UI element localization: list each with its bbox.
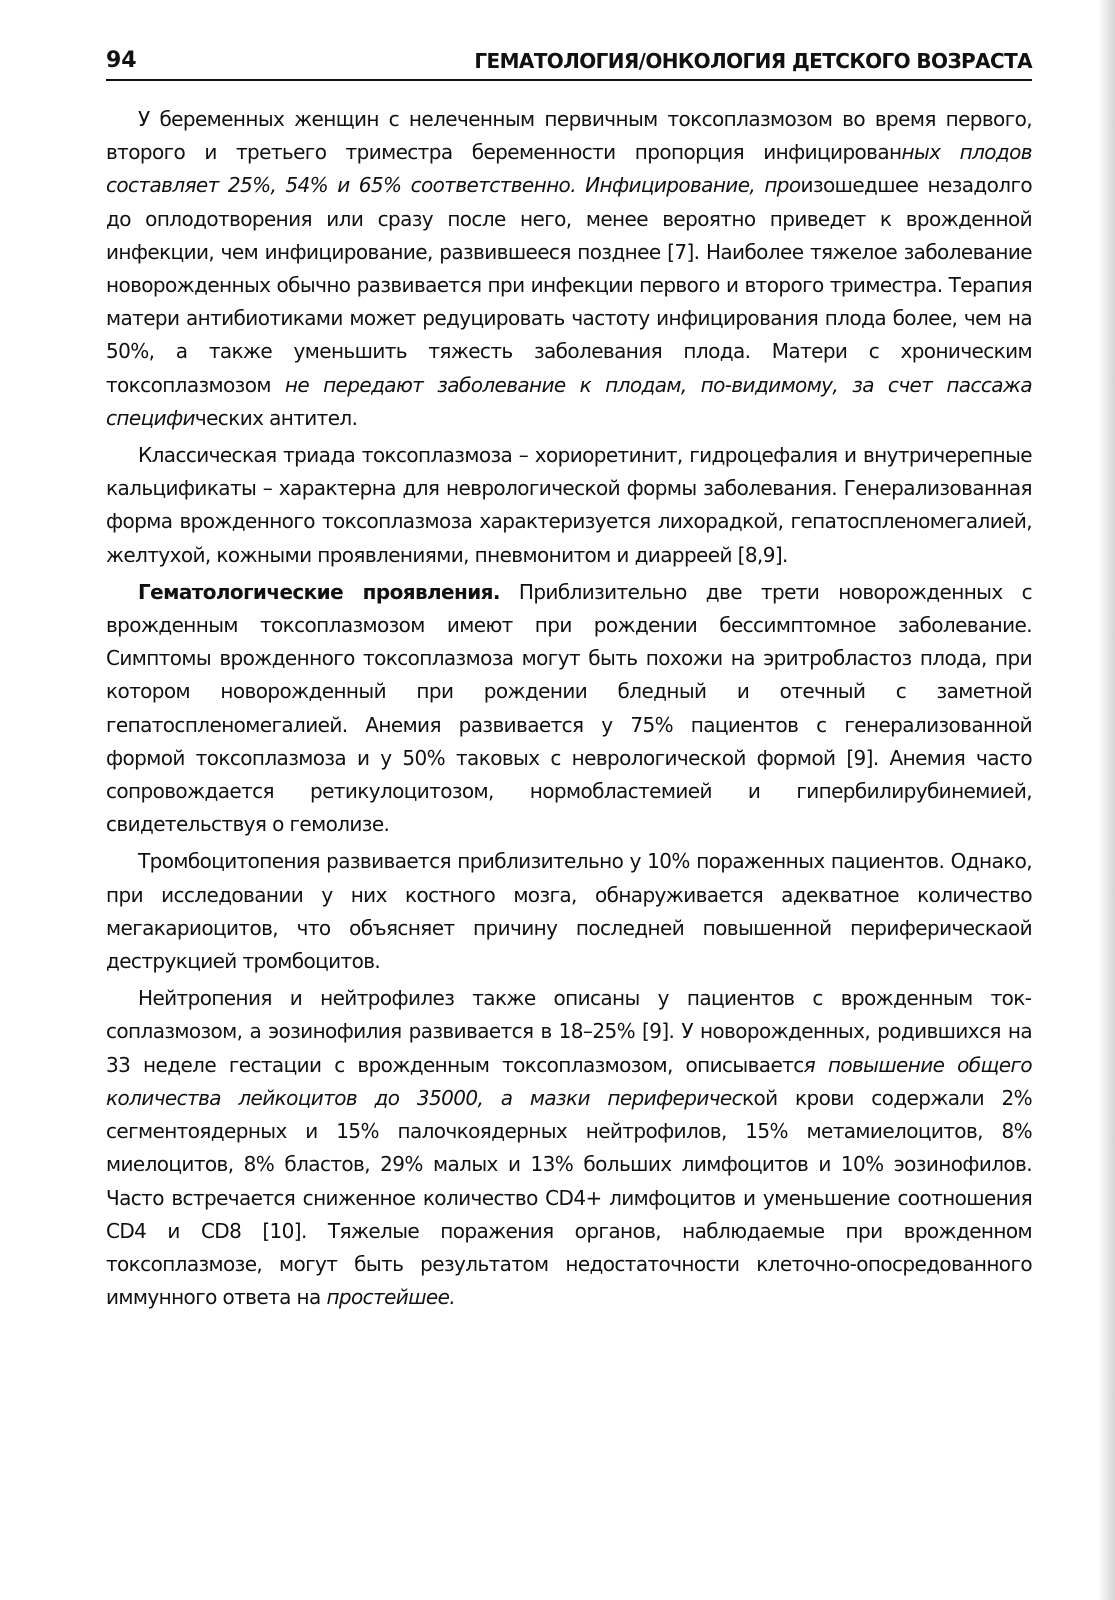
paragraph-5-italic-b: я повышение общего количества лейкоцитов до 35000, а мазки периферичес — [106, 1052, 1032, 1110]
paragraph-1-italic-d: не передают заболевание к плодам, по-видимому, за счет пассажа специфи — [106, 372, 1032, 430]
paragraph-1-italic-b: ных плодов составляет 25%, 54% и 65% соответственно. Инфицирование, про — [106, 140, 1032, 198]
paragraph-2: Классическая триада токсоплазмоза – хориоретинит, гидроцефалия и внутричерепные кальцификаты – характерна для неврологической формы заболевания. Генерализованная форма врожденного токсоплазмоза характеризуется лихорадкой, гепатоспленомегалией, желтухой, кожными проявлениями, пневмонитом и диарреей [8,9]. — [106, 443, 1032, 567]
paragraph-4: Тромбоцитопения развивается приблизительно у 10% пораженных пациентов. Однако, при исследовании у них костного мозга, обнаруживается адекватное количество мегакариоцитов, что объясняет причину последней повышенной периферическаой деструкцией тромбоцитов. — [106, 849, 1032, 974]
paragraph-5-part-c: кой крови содержали 2% сегментоядерных и 15% палочкоядерных нейтрофилов, 15% метамиелоцитов, 8% миелоцитов, 8% бластов, 29% малых и 13% больших лимфоцитов и 10% эозинофилов. Часто встречается сниженное количество CD4+ лимфоцитов и уменьшение соотношения CD4 и CD8 [10]. Тяжелые поражения органов, наблюдаемые при врожденном токсоплазмозе, могут быть результатом недостаточности клеточно-опосредованного иммунного ответа на — [106, 1085, 1032, 1310]
paragraph-1-part-a: У беременных женщин с нелеченным первичным токсоплазмозом во время первого, второго и третьего триместра беременности пропорция инфицирован — [106, 107, 1032, 165]
paragraph-1 — [106, 103, 1032, 435]
page-number: 94 — [106, 48, 137, 73]
paragraph-5-part-a: Нейтропения и нейтрофилез также описаны у пациентов с врожденным токсоплазмозом, а эозинофилия развивается в 18–25% [9]. У новорожденных, родившихся на 33 неделе гестации с врожденным токсоплазмозом, описываетс — [106, 986, 1032, 1077]
section-heading: Гематологические проявления. — [138, 579, 500, 604]
body-text — [106, 103, 1032, 1314]
paragraph-1-part-c: изошедшее незадолго до оплодотворения или сразу после него, менее вероятно приведет к врожденной инфекции, чем инфицирование, развившееся позднее [7]. Наиболее тяжелое заболевание новорожденных обычно развивается при инфекции первого и второго триместра. Терапия матери антибиотиками может редуцировать частоту инфицирования плода более, чем на 50%, а также уменьшить тяжесть заболевания плода. Матери с хроническим токсоплазмозом — [106, 173, 1032, 397]
book-page — [106, 48, 1032, 1318]
running-title: ГЕМАТОЛОГИЯ/ОНКОЛОГИЯ ДЕТСКОГО ВОЗРАСТА — [474, 49, 1032, 73]
paragraph-1-part-e: ческих антител. — [194, 405, 358, 430]
page-edge-shadow — [1098, 0, 1115, 1600]
paragraph-5-italic-d: простейшее. — [326, 1285, 456, 1310]
paragraph-3-text: Приблизительно две трети новорожденных с врожденным токсоплазмозом имеют при рождении бессимптомное заболевание. Симптомы врожденного токсоплазмоза могут быть похожи на эритробластоз плода, при котором новорожденный при рождении бледный и отечный с заметной гепатоспленомегалией. Анемия развивается у 75% пациентов с генерализованной формой токсоплазмоза и у 50% таковых с неврологической формой [9]. Анемия часто сопровождается ретикулоцитозом, нормобластемией и гипербилирубинемией, свидетельствуя о гемолизе. — [106, 579, 1032, 837]
paragraph-5 — [106, 982, 1032, 1314]
paragraph-3 — [106, 576, 1032, 842]
page-header — [106, 48, 1032, 81]
